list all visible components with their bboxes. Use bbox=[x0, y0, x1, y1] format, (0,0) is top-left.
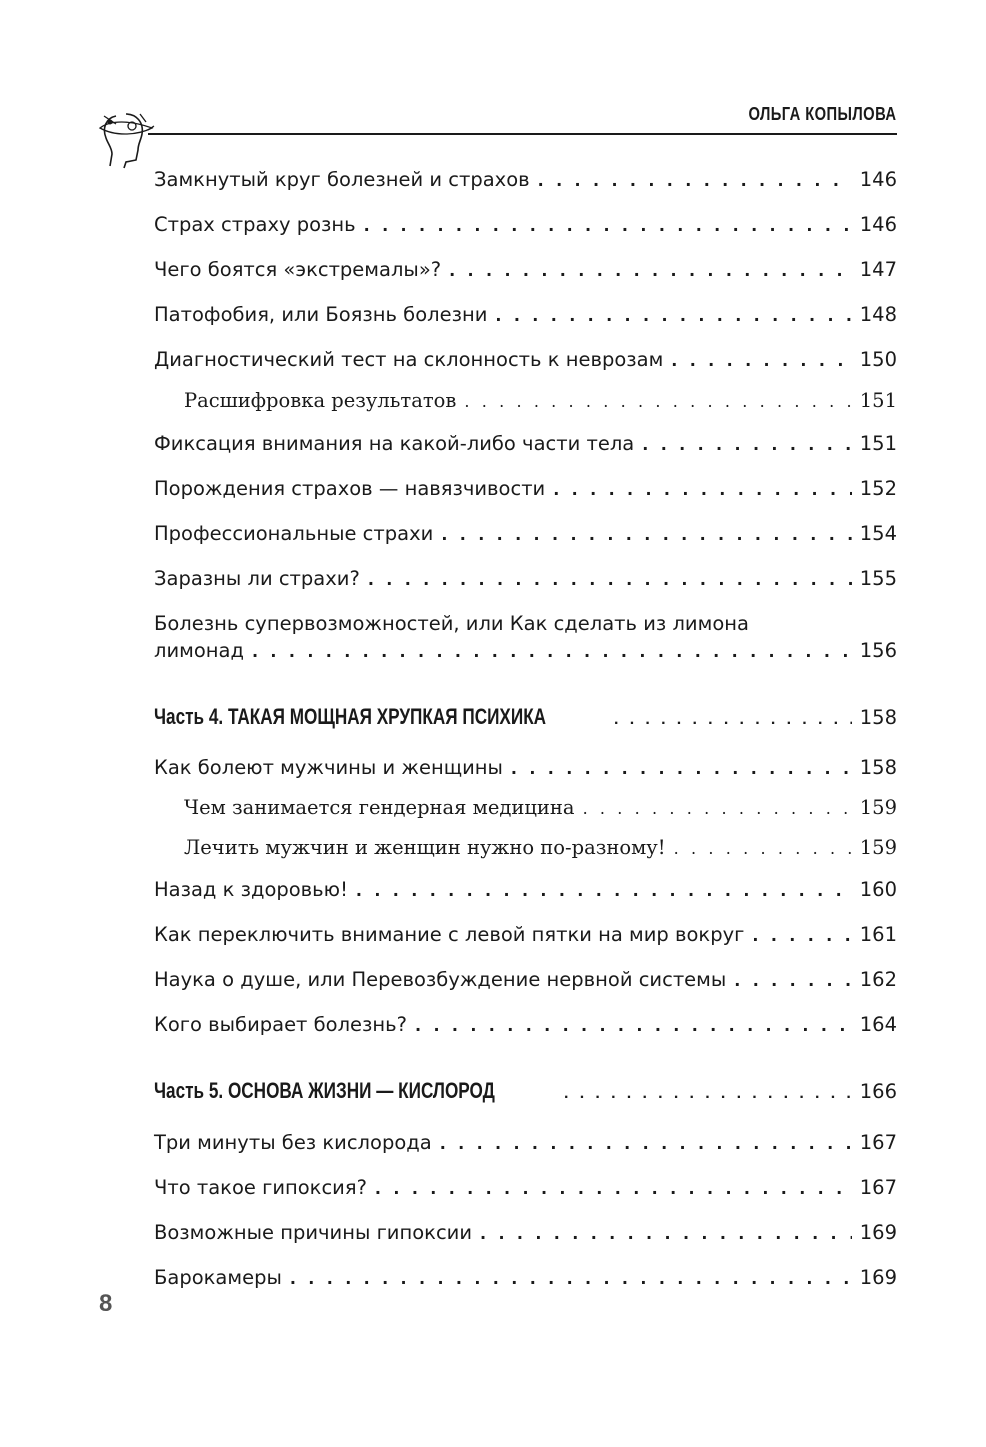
toc-part-title: Часть 5. ОСНОВА ЖИЗНИ — КИСЛОРОД bbox=[154, 1078, 495, 1103]
toc-entry bbox=[154, 168, 897, 191]
toc-entry bbox=[154, 213, 897, 236]
toc-entry bbox=[154, 639, 897, 662]
toc-leader-dots bbox=[564, 1085, 852, 1103]
toc-leader-dots bbox=[553, 480, 852, 499]
toc-entry-page: 155 bbox=[859, 567, 897, 590]
toc-leader-dots bbox=[674, 839, 852, 858]
toc-leader-dots bbox=[252, 642, 852, 661]
toc-entry-page: 150 bbox=[859, 348, 897, 371]
toc-entry-title: Профессиональные страхи bbox=[154, 522, 434, 545]
toc-entry-title: Что такое гипоксия? bbox=[154, 1176, 367, 1199]
toc-entry bbox=[154, 923, 897, 946]
toc-leader-dots bbox=[495, 306, 851, 325]
toc-entry-page: 169 bbox=[859, 1266, 897, 1289]
toc-entry-page: 151 bbox=[859, 389, 897, 412]
toc-entry bbox=[154, 1221, 897, 1244]
toc-entry-page: 164 bbox=[859, 1013, 897, 1036]
toc-entry bbox=[154, 1266, 897, 1289]
toc-entry-title: Наука о душе, или Перевозбуждение нервной системы bbox=[154, 968, 727, 991]
toc-entry-page: 159 bbox=[859, 836, 897, 859]
toc-entry bbox=[154, 1131, 897, 1154]
toc-leader-dots bbox=[583, 799, 852, 818]
toc-entry-title-line2: лимонад bbox=[154, 639, 244, 662]
toc-entry-page: 147 bbox=[859, 258, 897, 281]
toc-leader-dots bbox=[290, 1269, 852, 1288]
toc-entry bbox=[154, 1176, 897, 1199]
toc-entry bbox=[154, 477, 897, 500]
running-head-author: ОЛЬГА КОПЫЛОВА bbox=[748, 104, 896, 124]
toc-entry-page: 160 bbox=[859, 878, 897, 901]
toc-entry-page: 167 bbox=[859, 1131, 897, 1154]
toc-entry-page: 167 bbox=[859, 1176, 897, 1199]
toc-leader-dots bbox=[671, 351, 851, 370]
toc-entry-title: Замкнутый круг болезней и страхов bbox=[154, 168, 530, 191]
toc-part-heading bbox=[154, 704, 897, 730]
toc-entry-page: 158 bbox=[859, 756, 897, 779]
toc-entry bbox=[154, 522, 897, 545]
toc-subentry bbox=[184, 836, 897, 859]
toc-leader-dots bbox=[511, 759, 852, 778]
toc-leader-dots bbox=[480, 1224, 852, 1243]
toc-entry-page: 156 bbox=[859, 639, 897, 662]
toc-entry-title: Барокамеры bbox=[154, 1266, 282, 1289]
toc-entry bbox=[154, 303, 897, 326]
toc-entry bbox=[154, 968, 897, 991]
toc-entry-page: 159 bbox=[859, 796, 897, 819]
toc-entry-page: 154 bbox=[859, 522, 897, 545]
toc-leader-dots bbox=[464, 392, 851, 411]
toc-entry-page: 158 bbox=[859, 706, 897, 729]
toc-entry bbox=[154, 432, 897, 455]
toc-leader-dots bbox=[642, 435, 852, 454]
toc-entry-page: 151 bbox=[859, 432, 897, 455]
toc-leader-dots bbox=[415, 1016, 852, 1035]
toc-leader-dots bbox=[440, 1134, 852, 1153]
toc-entry-page: 146 bbox=[859, 168, 897, 191]
toc-entry-title: Фиксация внимания на какой-либо части тела bbox=[154, 432, 635, 455]
toc-leader-dots bbox=[356, 881, 852, 900]
toc-entry-page: 166 bbox=[859, 1080, 897, 1103]
page-number: 8 bbox=[99, 1290, 113, 1317]
toc-leader-dots bbox=[375, 1179, 852, 1198]
toc-entry-title: Страх страху рознь bbox=[154, 213, 356, 236]
toc-entry-title: Кого выбирает болезнь? bbox=[154, 1013, 407, 1036]
toc-entry-title: Три минуты без кислорода bbox=[154, 1131, 432, 1154]
toc-entry bbox=[154, 756, 897, 779]
toc-entry-title: Заразны ли страхи? bbox=[154, 567, 360, 590]
toc-leader-dots bbox=[734, 971, 851, 990]
toc-entry-title: Лечить мужчин и женщин нужно по-разному! bbox=[184, 836, 666, 859]
toc-entry-title: Расшифровка результатов bbox=[184, 389, 457, 412]
toc-entry bbox=[154, 878, 897, 901]
toc-entry-title: Назад к здоровью! bbox=[154, 878, 348, 901]
toc-entry-title: Чего боятся «экстремалы»? bbox=[154, 258, 442, 281]
toc-part-heading bbox=[154, 1078, 897, 1104]
toc-entry bbox=[154, 567, 897, 590]
toc-entry-title: Возможные причины гипоксии bbox=[154, 1221, 473, 1244]
toc-entry-page: 169 bbox=[859, 1221, 897, 1244]
head-sketch-icon bbox=[96, 108, 158, 172]
toc-leader-dots bbox=[614, 711, 852, 729]
toc-entry-title: Как болеют мужчины и женщины bbox=[154, 756, 503, 779]
toc-entry-page: 152 bbox=[859, 477, 897, 500]
toc-leader-dots bbox=[368, 570, 852, 589]
toc-entry-title-line1: Болезнь супервозможностей, или Как сделать из лимона bbox=[154, 612, 749, 635]
toc-part-title: Часть 4. ТАКАЯ МОЩНАЯ ХРУПКАЯ ПСИХИКА bbox=[154, 704, 547, 729]
toc-entry-title: Патофобия, или Боязнь болезни bbox=[154, 303, 488, 326]
toc-entry-title: Чем занимается гендерная медицина bbox=[184, 796, 575, 819]
header-rule bbox=[148, 133, 897, 135]
toc-entry-page: 162 bbox=[859, 968, 897, 991]
toc-entry-page: 146 bbox=[859, 213, 897, 236]
toc-leader-dots bbox=[441, 525, 851, 544]
toc-entry-page: 161 bbox=[859, 923, 897, 946]
toc-entry-title: Диагностический тест на склонность к неврозам bbox=[154, 348, 664, 371]
toc-leader-dots bbox=[449, 261, 852, 280]
toc-entry bbox=[154, 348, 897, 371]
toc-entry bbox=[154, 258, 897, 281]
toc-entry-page: 148 bbox=[859, 303, 897, 326]
toc-subentry bbox=[184, 389, 897, 412]
toc-leader-dots bbox=[364, 216, 852, 235]
toc-entry bbox=[154, 1013, 897, 1036]
toc-subentry bbox=[184, 796, 897, 819]
toc-leader-dots bbox=[538, 171, 852, 190]
toc-entry-title: Порождения страхов — навязчивости bbox=[154, 477, 546, 500]
toc-entry-title: Как переключить внимание с левой пятки на мир вокруг bbox=[154, 923, 745, 946]
toc-leader-dots bbox=[752, 926, 851, 945]
